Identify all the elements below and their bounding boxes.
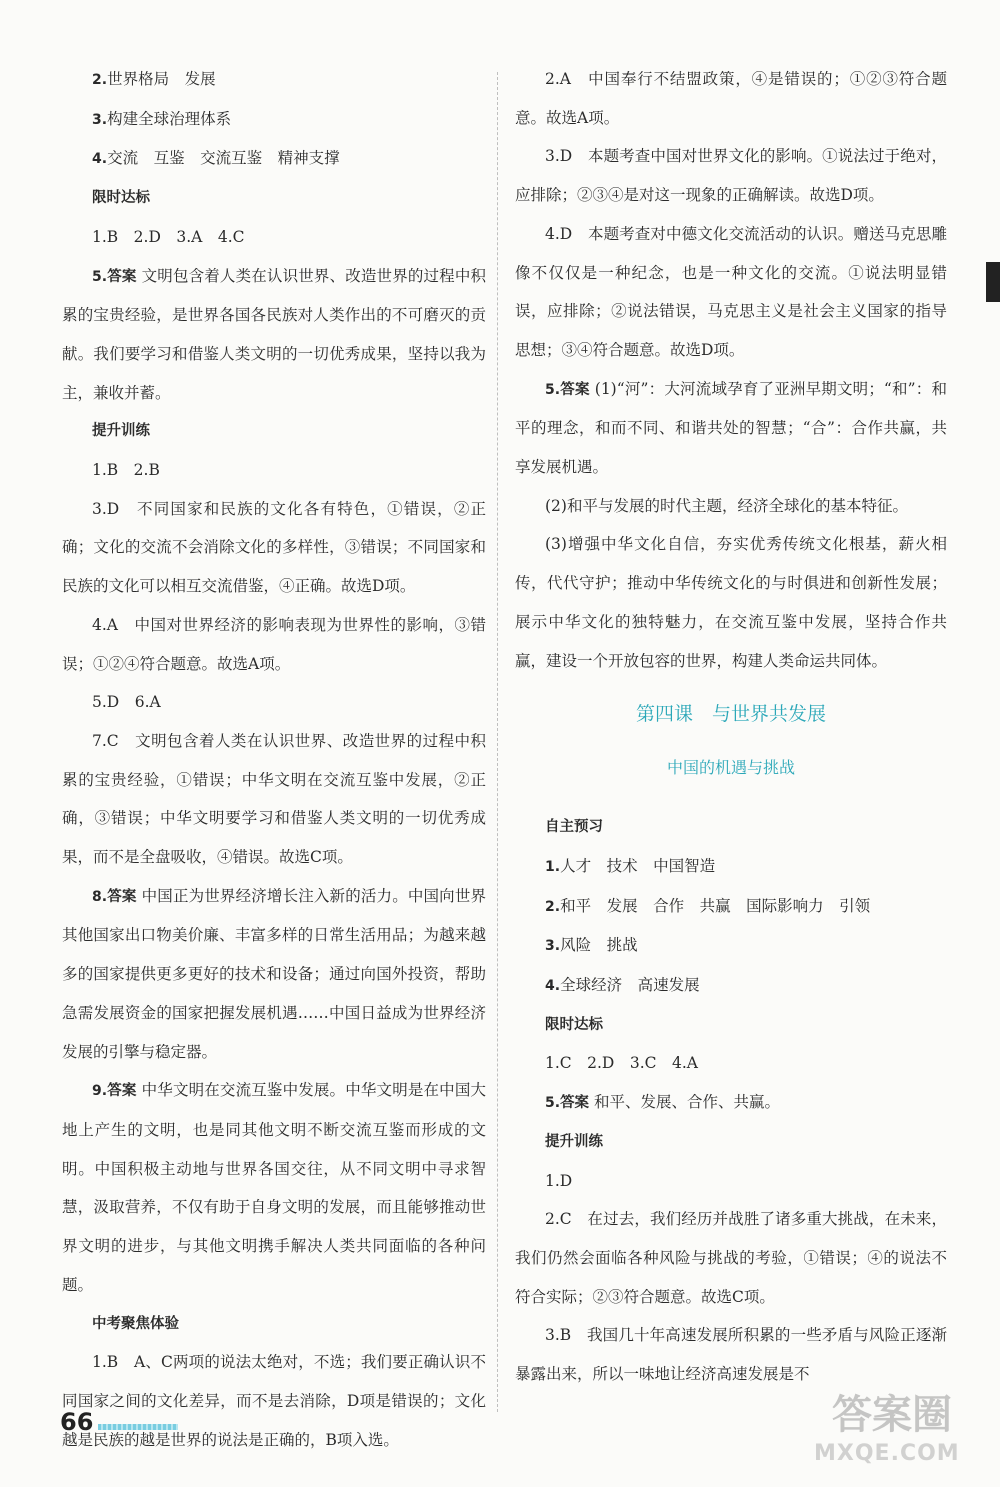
answer-paragraph: 2.C 在过去，我们经历并战胜了诸多重大挑战，在未来，我们仍然会面临各种风险与挑战的考验，①错误；④的说法不符合实际；②③符合题意。故选C项。 (515, 1210, 947, 1306)
answer-line: 1.B 2.D 3.A 4.C (92, 227, 245, 246)
answer-paragraph: 3.B 我国几十年高速发展所积累的一些矛盾与风险正逐渐暴露出来，所以一味地让经济高速发展是不 (515, 1326, 947, 1384)
answer-line: 2.世界格局 发展 (92, 70, 216, 88)
answer-line: 1.D (545, 1171, 573, 1190)
answer-paragraph: (2)和平与发展的时代主题，经济全球化的基本特征。 (545, 496, 908, 515)
answer-paragraph: (3)增强中华文化自信，夯实优秀传统文化根基，薪火相传，代代守护；推动中华传统文化的与时俱进和创新性发展；展示中华文化的独特魅力，在交流互鉴中发展，坚持合作共赢，建设一个开放包容的世界，构建人类命运共同体。 (515, 535, 947, 670)
answer-line: 3.风险 挑战 (545, 936, 638, 955)
watermark (792, 1383, 982, 1475)
answer-paragraph: 5.答案 (1)“河”：大河流域孕育了亚洲早期文明；“和”：和平的理念，和而不同、和谐共处的智慧；“合”：合作共赢，共享发展机遇。 (515, 379, 947, 477)
answer-line: 1.C 2.D 3.C 4.A (545, 1054, 698, 1073)
answer-paragraph: 3.D 本题考查中国对世界文化的影响。①说法过于绝对，应排除；②③④是对这一现象的正确解读。故选D项。 (515, 147, 947, 205)
left-column (62, 60, 486, 1459)
answer-paragraph: 8.答案 中国正为世界经济增长注入新的活力。中国向世界其他国家出口物美价廉、丰富多样的日常生活用品；为越来越多的国家提供更多更好的技术和设备；通过向国外投资，帮助急需发展资金的国家把握发展机遇……中国日益成为世界经济发展的引擎与稳定器。 (62, 886, 486, 1061)
section-heading: 提升训练 (92, 423, 150, 440)
answer-paragraph: 5.答案 文明包含着人类在认识世界、改造世界的过程中积累的宝贵经验，是世界各国各民族对人类作出的不可磨灭的贡献。我们要学习和借鉴人类文明的一切优秀成果，坚持以我为主，兼收并蓄。 (62, 266, 486, 402)
answer-paragraph: 4.D 本题考查对中德文化交流活动的认识。赠送马克思雕像不仅仅是一种纪念，也是一种文化的交流。①说法明显错误，应排除；②说法错误，马克思主义是社会主义国家的指导思想；③④符合题意。故选D项。 (515, 224, 947, 359)
lesson-title: 第四课 与世界共发展 (635, 703, 826, 726)
answer-paragraph: 9.答案 中华文明在交流互鉴中发展。中华文明是在中国大地上产生的文明，也是同其他文明不断交流互鉴而形成的文明。中国积极主动地与世界各国交往，从不同文明中寻求智慧，汲取营养，不仅有助于自身文明的发展，而且能够推动世界文明的进步，与其他文明携手解决人类共同面临的各种问题。 (62, 1081, 486, 1294)
page-edge-tab (986, 262, 1000, 302)
section-heading: 自主预习 (545, 819, 603, 836)
answer-paragraph: 4.A 中国对世界经济的影响表现为世界性的影响，③错误；①②④符合题意。故选A项。 (62, 615, 486, 673)
answer-paragraph: 3.D 不同国家和民族的文化各有特色，①错误，②正确；文化的交流不会消除文化的多样性，③错误；不同国家和民族的文化可以相互交流借鉴，④正确。故选D项。 (62, 499, 486, 596)
watermark-logo: 答案圈 (832, 1392, 952, 1438)
section-heading: 提升训练 (545, 1133, 603, 1150)
answer-line: 4.交流 互鉴 交流互鉴 精神支撑 (92, 149, 340, 168)
section-heading: 限时达标 (92, 190, 150, 207)
answer-paragraph: 7.C 文明包含着人类在认识世界、改造世界的过程中积累的宝贵经验，①错误；中华文明在交流互鉴中发展，②正确，③错误；中华文明要学习和借鉴人类文明的一切优秀成果，而不是全盘吸收，④错误。故选C项。 (62, 731, 486, 867)
column-divider (497, 72, 498, 1412)
section-heading: 中考聚焦体验 (92, 1315, 179, 1332)
answer-line: 5.答案 和平、发展、合作、共赢。 (545, 1093, 780, 1112)
answer-paragraph: 1.B A、C两项的说法太绝对，不选；我们要正确认识不同国家之间的文化差异，而不是去消除，D项是错误的；文化越是民族的越是世界的说法是正确的，B项入选。 (62, 1353, 486, 1449)
answer-line: 3.构建全球治理体系 (92, 109, 232, 128)
answer-line: 2.和平 发展 合作 共赢 国际影响力 引领 (545, 896, 871, 915)
watermark-url: MXQE.COM (814, 1441, 960, 1466)
answer-line: 5.D 6.A (92, 693, 161, 712)
right-column (515, 60, 947, 1394)
section-heading: 限时达标 (545, 1016, 603, 1033)
subsection-title: 中国的机遇与挑战 (666, 758, 795, 778)
answer-line: 4.全球经济 高速发展 (545, 976, 700, 995)
answer-line: 1.人才 技术 中国智造 (545, 856, 716, 875)
page-number-bar (98, 1424, 178, 1430)
answer-line: 1.B 2.B (92, 461, 160, 480)
answer-paragraph: 2.A 中国奉行不结盟政策，④是错误的；①②③符合题意。故选A项。 (515, 70, 947, 127)
page-number: 66 (60, 1408, 94, 1436)
